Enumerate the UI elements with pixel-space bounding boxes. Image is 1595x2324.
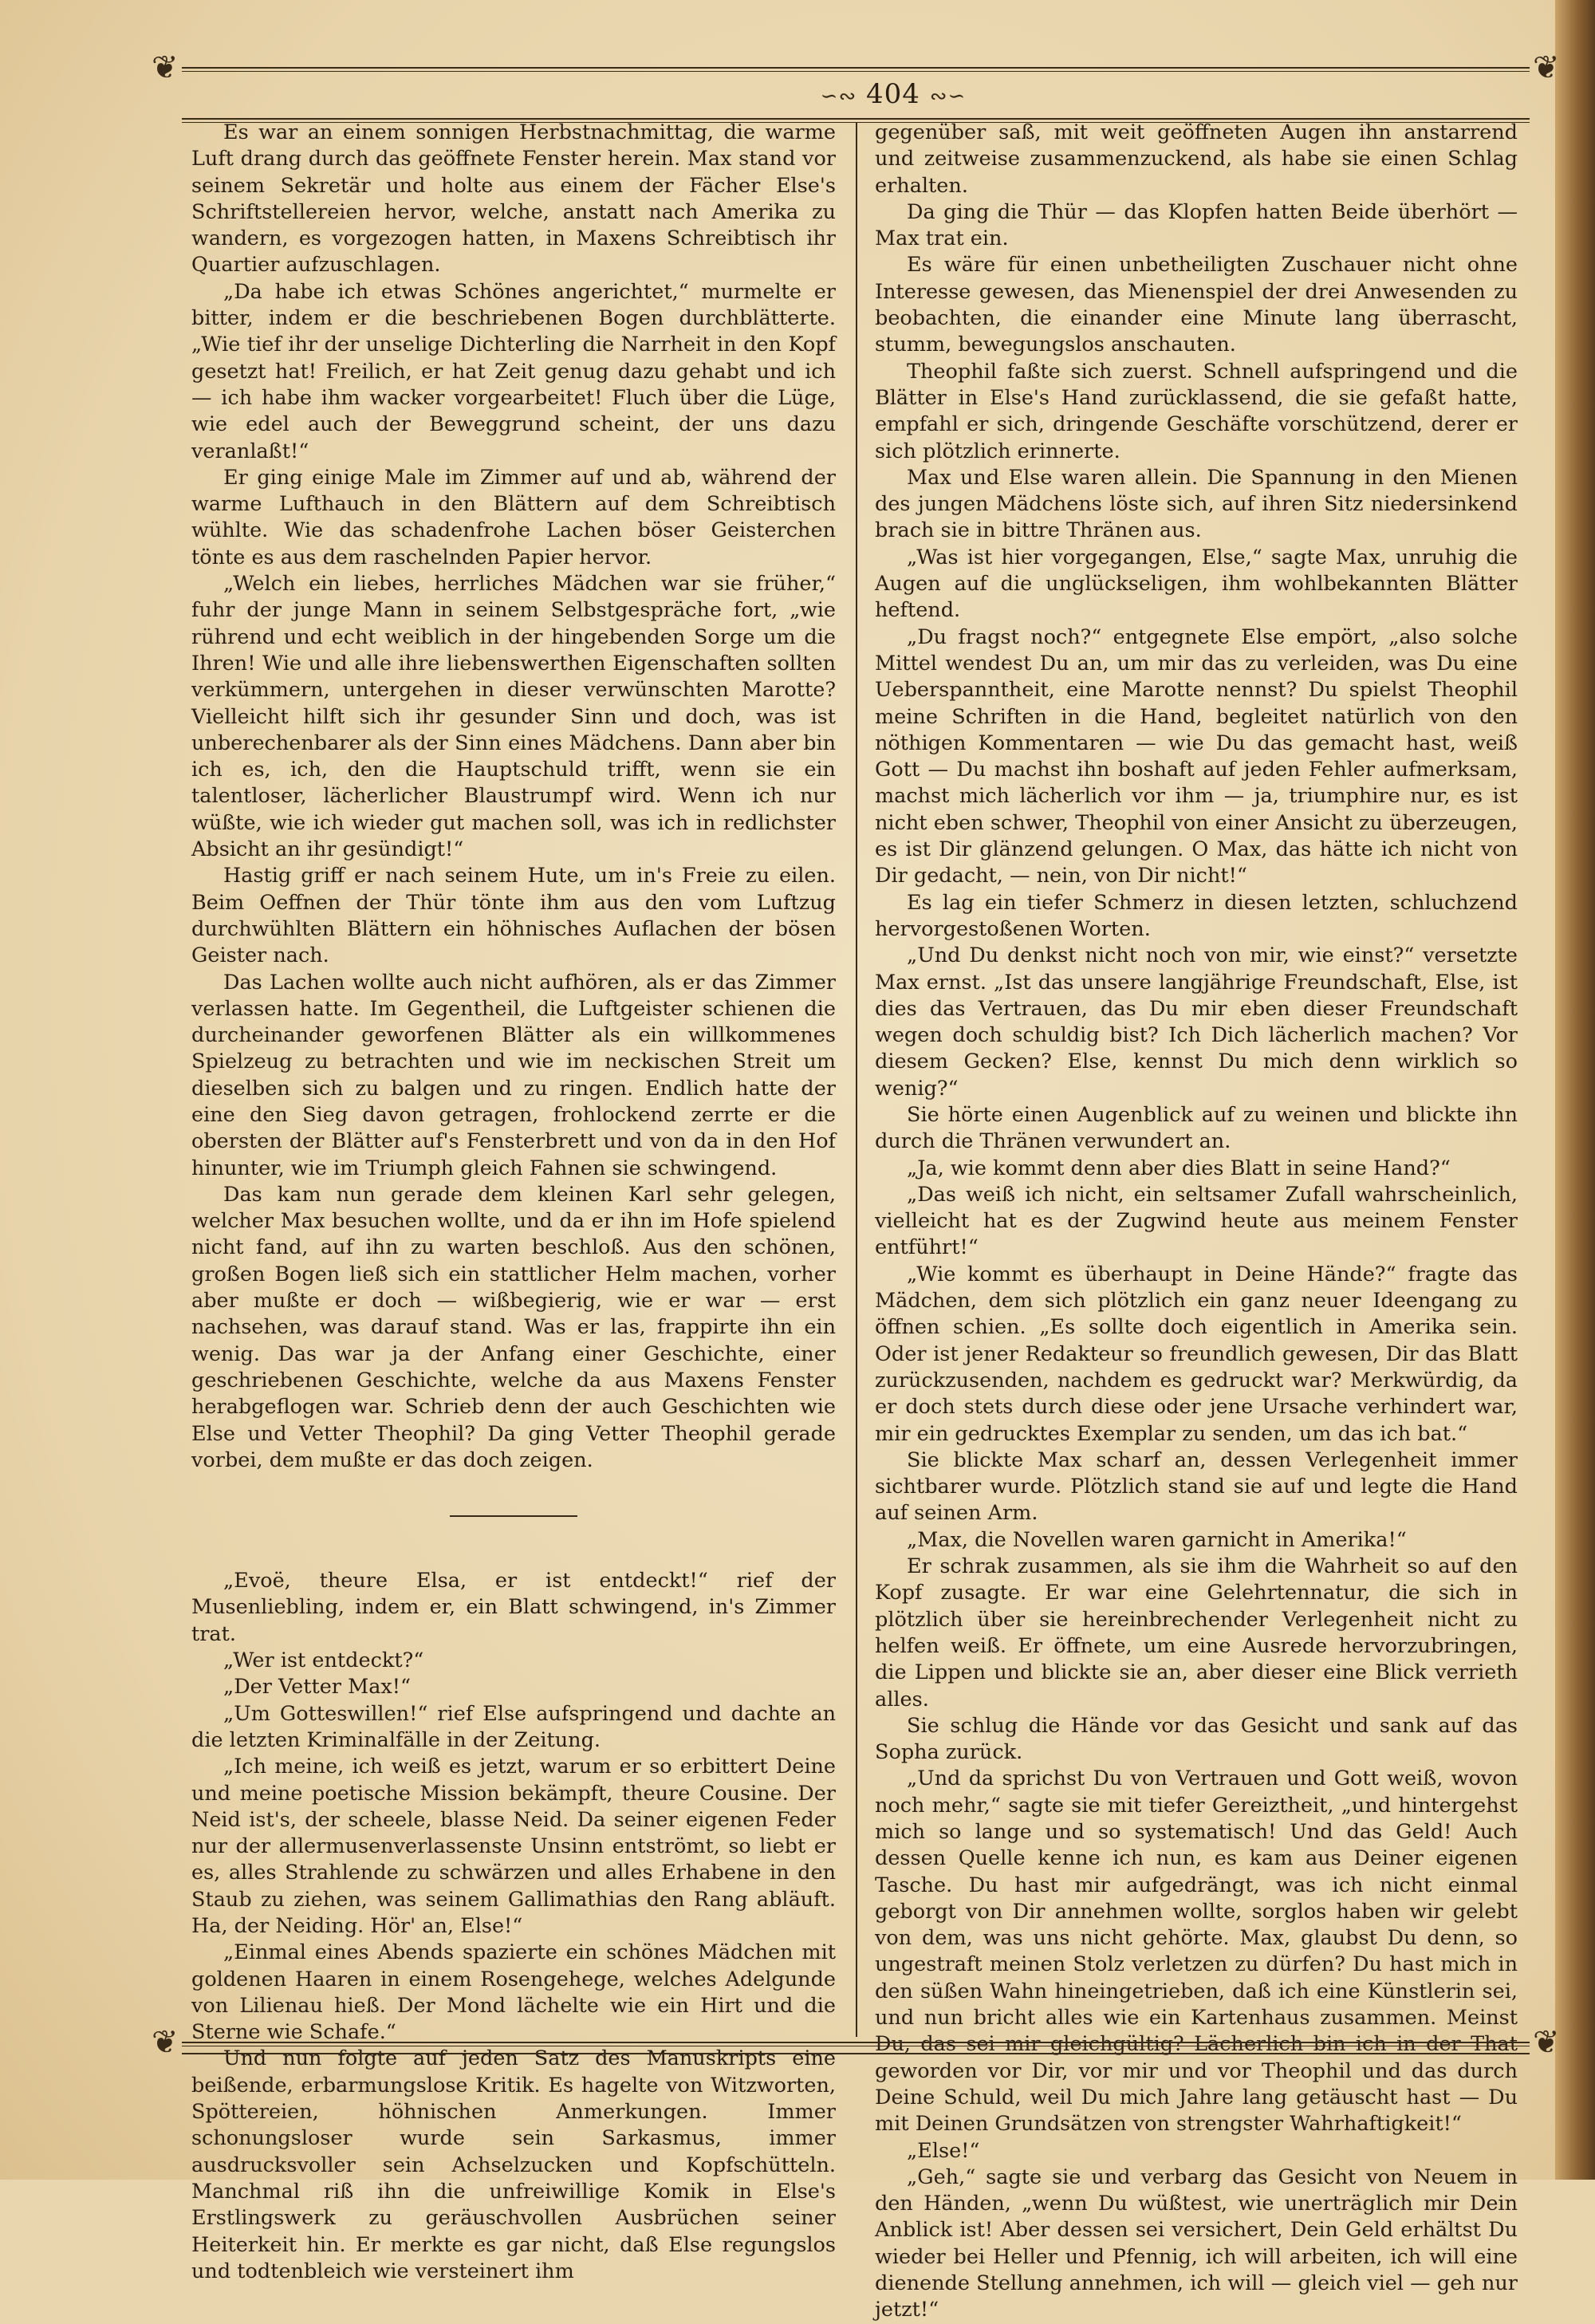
paragraph: „Was ist hier vorgegangen, Else,“ sagte Max, unruhig die Augen auf die unglückseligen, ihm wohlbekannten Blätter heftend. [875,545,1518,623]
corner-ornament-icon: ❦ [152,2024,179,2061]
paragraph: Es wäre für einen unbetheiligten Zuschauer nicht ohne Interesse gewesen, das Mienenspiel der drei Anwesenden zu beobachten, die einander eine Minute lang überrascht, stumm, bewegungslos anschauten. [875,253,1518,357]
paragraph: Sie hörte einen Augenblick auf zu weinen und blickte ihn durch die Thränen verwundert an. [875,1102,1518,1154]
corner-ornament-icon: ❦ [152,49,179,86]
header-rule [182,67,1530,72]
paragraph: „Ich meine, ich weiß es jetzt, warum er so erbittert Deine und meine poetische Mission bekämpft, theure Cousine. Der Neid ist's, der scheele, blasse Neid. Da seiner eigenen Feder nur der allermusenverlassenste Unsinn entströmt, so liebt er es, alles Strahlende zu schwärzen und alles Erhabene in den Staub zu ziehen, was seinem Gallimathias den Rang abläuft. Ha, der Neiding. Hör' an, Else!“ [191,1755,836,1938]
corner-ornament-icon: ❦ [1533,49,1560,86]
section-separator [450,1515,577,1517]
column-divider [856,123,857,2037]
paragraph: Sie blickte Max scharf an, dessen Verlegenheit immer sichtbarer wurde. Plötzlich stand sie auf und legte die Hand auf seinen Arm. [875,1448,1518,1526]
paragraph: gegenüber saß, mit weit geöffneten Augen ihn anstarrend und zeitweise zusammenzuckend, als habe sie einen Schlag erhalten. [875,120,1518,198]
paragraph: „Das weiß ich nicht, ein seltsamer Zufall wahrscheinlich, vielleicht hat es der Zugwind heute aus meinem Fenster entführt!“ [875,1182,1518,1260]
paragraph: „Und Du denkst nicht noch von mir, wie einst?“ versetzte Max ernst. „Ist das unsere langjährige Freundschaft, Else, ist dies das Vertrauen, das Du mir eben dieser Freundschaft wegen doch schuldig bist? Ich Dich lächerlich machen? Vor diesem Gecken? Else, kennst Du mich denn wirklich so wenig?“ [875,943,1518,1101]
paragraph: „Geh,“ sagte sie und verbarg das Gesicht von Neuem in den Händen, „wenn Du wüßtest, wie unerträglich mir Dein Anblick ist! Aber dessen sei versichert, Dein Geld erhältst Du wieder bei Heller und Pfennig, ich will arbeiten, ich will eine dienende Stellung annehmen, ich will — gleich viel — geh nur jetzt!“ [875,2164,1518,2322]
paragraph: „Else!“ [907,2138,980,2163]
paragraph: „Da habe ich etwas Schönes angerichtet,“ murmelte er bitter, indem er die beschriebenen Bogen durchblätterte. „Wie tief ihr der unselige Dichterling die Narrheit in den Kopf gesetzt hat! Freilich, er hat Zeit genug dazu gehabt und ich — ich habe ihm wacker vorgearbeitet! Fluch über die Lüge, wie edel auch der Beweggrund scheint, der uns dazu veranlaßt!“ [191,279,836,463]
page-number: 404 [866,78,920,110]
paragraph: Er schrak zusammen, als sie ihm die Wahrheit so auf den Kopf zusagte. Er war eine Gelehrtennatur, die sich in plötzlich über sie hereinbrechender Verlegenheit nicht zu helfen weiß. Er öffnete, um eine Ausrede hervorzubringen, die Lippen und blickte sie an, aber dieser eine Blick verrieth alles. [875,1554,1518,1711]
page-number-header [798,78,989,110]
paragraph: Und nun folgte auf jeden Satz des Manuskripts eine beißende, erbarmungslose Kritik. Es hagelte von Witzworten, Spöttereien, höhnischen Anmerkungen. Immer schonungsloser wurde sein Sarkasmus, immer ausdrucksvoller sein Achselzucken und Kopfschütteln. Manchmal riß ihn die unfreiwillige Komik in Else's Erstlingswerk zu geräuschvollen Ausbrüchen seiner Heiterkeit hin. Er merkte es gar nicht, daß Else regungslos und todtenbleich wie versteinert ihm [191,2046,836,2283]
footer-rule [182,2042,1530,2046]
paragraph: „Der Vetter Max!“ [223,1675,412,1700]
paragraph: „Einmal eines Abends spazierte ein schönes Mädchen mit goldenen Haaren in einem Rosengehege, welches Adelgunde von Lilienau hieß. Der Mond lächelte wie ein Hirt und die Sterne wie Schafe.“ [191,1940,836,2045]
paragraph: „Wie kommt es überhaupt in Deine Hände?“ fragte das Mädchen, dem sich plötzlich ein ganz neuer Ideengang zu öffnen schien. „Es sollte doch eigentlich in Amerika sein. Oder ist jener Redakteur so freundlich gewesen, Dir das Blatt zurückzusenden, nachdem es gedruckt war? Merkwürdig, da er doch stets durch diese oder jene Ursache verhindert war, mir ein gedrucktes Exemplar zu senden, um das ich bat.“ [875,1262,1518,1446]
paragraph: Theophil faßte sich zuerst. Schnell aufspringend und die Blätter in Else's Hand zurücklassend, die sie gefaßt hatte, empfahl er sich, dringende Geschäfte vorschützend, derer er sich plötzlich erinnerte. [875,359,1518,463]
paragraph: Hastig griff er nach seinem Hute, um in's Freie zu eilen. Beim Oeffnen der Thür tönte ihm aus den vom Luftzug durchwühlten Blättern ein höhnisches Auflachen der bösen Geister nach. [191,864,836,968]
paragraph: „Und da sprichst Du von Vertrauen und Gott weiß, wovon noch mehr,“ sagte sie mit tiefer Gereiztheit, „und hintergehst mich so lange und so systematisch! Und das Geld! Auch dessen Quelle kenne ich nun, es kam aus Deiner eigenen Tasche. Du hast mir aufgedrängt, was ich nicht einmal geborgt von Dir annehmen wollte, sorglos haben wir gelebt von dem, was uns nicht gehörte. Max, glaubst Du denn, so ungestraft meinen Stolz verletzen zu dürfen? Du hast mich in den süßen Wahn hineingetrieben, daß ich eine Künstlerin sei, und nun bricht alles wie ein Kartenhaus zusammen. Meinst Du, das sei mir gleichgültig? Lächerlich bin ich in der That geworden vor Dir, vor mir und vor Theophil und das durch Deine Schuld, weil Du mich Jahre lang getäuscht hast — Du mit Deinen Grundsätzen von strengster Wahrhaftigkeit!“ [875,1767,1518,2137]
paragraph: Sie schlug die Hände vor das Gesicht und sank auf das Sopha zurück. [875,1713,1518,1765]
footer-rule-lower [182,2053,1530,2054]
paragraph: „Max, die Novellen waren garnicht in Amerika!“ [907,1527,1407,1552]
paragraph: „Um Gotteswillen!“ rief Else aufspringend und dachte an die letzten Kriminalfälle in der Zeitung. [191,1701,836,1752]
swash-left-icon: ∽∾ [820,85,857,108]
paragraph: Es war an einem sonnigen Herbstnachmittag, die warme Luft drang durch das geöffnete Fenster herein. Max stand vor seinem Sekretär und holte aus einem der Fächer Else's Schriftstellereien hervor, welche, anstatt nach Amerika zu wandern, es vorgezogen hatten, in Maxens Schreibtisch ihr Quartier aufzuschlagen. [191,120,836,278]
corner-ornament-icon: ❦ [1533,2024,1560,2061]
paragraph: „Wer ist entdeckt?“ [223,1648,424,1673]
paragraph: Das kam nun gerade dem kleinen Karl sehr gelegen, welcher Max besuchen wollte, und da er ihn im Hofe spielend nicht fand, auf ihn zu warten beschloß. Aus den schönen, großen Bogen ließ sich ein stattlicher Helm machen, vorher aber mußte er doch — wißbegierig, wie er war — erst nachsehen, was darauf stand. Was er las, frappirte ihn ein wenig. Das war ja der Anfang einer Geschichte, einer geschriebenen Geschichte, welche da aus Maxens Fenster herabgeflogen war. Schrieb denn der auch Geschichten wie Else und Vetter Theophil? Da ging Vetter Theophil gerade vorbei, dem mußte er das doch zeigen. [191,1182,836,1472]
paragraph: „Welch ein liebes, herrliches Mädchen war sie früher,“ fuhr der junge Mann in seinem Selbstgespräche fort, „wie rührend und echt weiblich in der hingebenden Sorge um die Ihren! Wie und alle ihre liebenswerthen Eigenschaften sollten verkümmern, untergehen in dieser verwünschten Marotte? Vielleicht hilft sich ihr gesunder Sinn und doch, was ist unberechenbarer als der Sinn eines Mädchens. Dann aber bin ich es, ich, den die Hauptschuld trifft, wenn sie ein talentloser, lächerlicher Blaustrumpf wird. Wenn ich nur wüßte, wie ich wieder gut machen soll, was ich in redlichster Absicht an ihr gesündigt!“ [191,572,836,862]
paragraph: „Du fragst noch?“ entgegnete Else empört, „also solche Mittel wendest Du an, um mir das zu verleiden, was Du eine Ueberspanntheit, eine Marotte nennst? Du spielst Theophil meine Schriften in die Hand, begleitet natürlich von den nöthigen Kommentaren — wie Du das gemacht hast, weiß Gott — Du machst ihn boshaft auf jeden Fehler aufmerksam, machst mich lächerlich vor ihm — ja, triumphire nur, es ist nicht eben schwer, Theophil von einer Ansicht zu überzeugen, es ist Dir glänzend gelungen. O Max, das hätte ich nicht von Dir gedacht, — nein, von Dir nicht!“ [875,624,1518,888]
paragraph: Max und Else waren allein. Die Spannung in den Mienen des jungen Mädchens löste sich, auf ihren Sitz niedersinkend brach sie in bittre Thränen aus. [875,465,1518,543]
paragraph: „Evoë, theure Elsa, er ist entdeckt!“ rief der Musenliebling, indem er, ein Blatt schwingend, in's Zimmer trat. [191,1569,836,1646]
book-gutter [1555,0,1595,2180]
paragraph: Er ging einige Male im Zimmer auf und ab, während der warme Lufthauch in den Blättern auf dem Schreibtisch wühlte. Wie das schadenfrohe Lachen böser Geisterchen tönte es aus dem raschelnden Papier hervor. [191,465,836,569]
paragraph: Da ging die Thür — das Klopfen hatten Beide überhört — Max trat ein. [875,199,1518,251]
left-column [191,120,836,2285]
paragraph: Das Lachen wollte auch nicht aufhören, als er das Zimmer verlassen hatte. Im Gegentheil, die Luftgeister schienen die durcheinander geworfenen Blätter als ein willkommenes Spielzeug zu betrachten und wie im neckischen Streit um dieselben sich zu balgen und zu ringen. Endlich hatte der eine den Sieg davon getragen, frohlockend zerrte er die obersten der Blätter auf's Fensterbrett und von da in den Hof hinunter, wie im Triumph gleich Fahnen sie schwingend. [191,970,836,1180]
paragraph: „Ja, wie kommt denn aber dies Blatt in seine Hand?“ [907,1156,1451,1180]
paragraph: Es lag ein tiefer Schmerz in diesen letzten, schluchzend hervorgestoßenen Worten. [875,890,1518,941]
swash-right-icon: ∾∽ [929,85,967,108]
right-column [875,120,1518,2324]
